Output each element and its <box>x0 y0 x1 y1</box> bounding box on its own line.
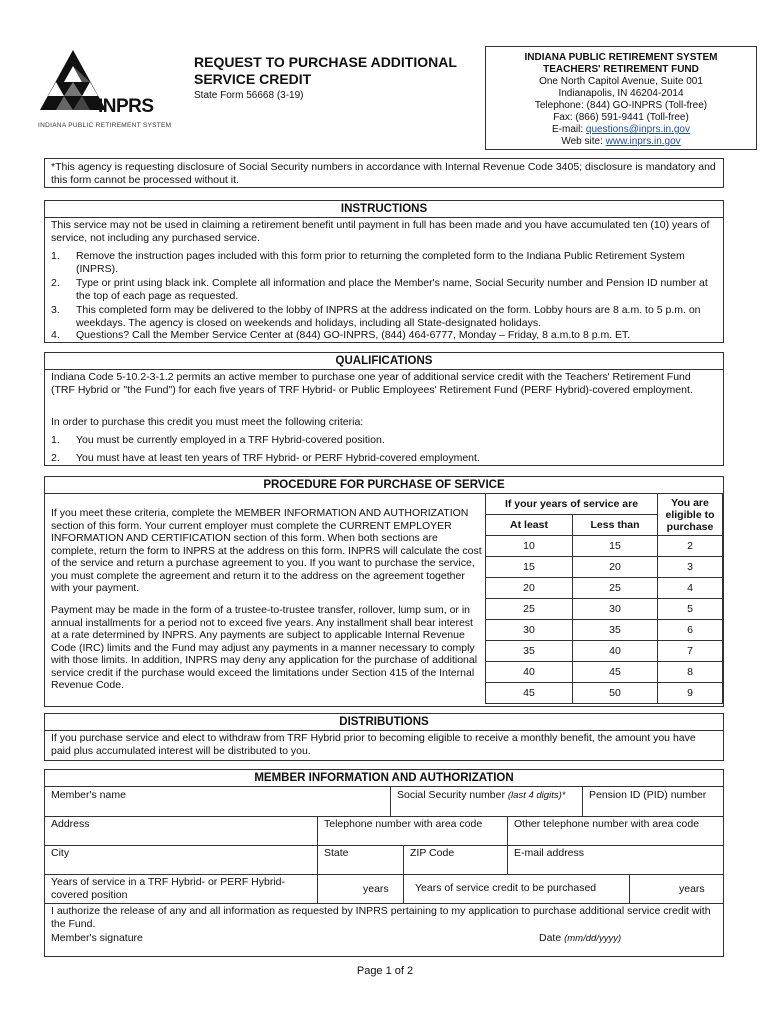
instr-num-3: 3. <box>51 304 60 316</box>
ssn-disclosure: *This agency is requesting disclosure of Social Security numbers in accordance with Internal Revenue Code 3405; disclosure is mandatory and this form cannot be processed without it. <box>44 158 724 188</box>
eligible-years-cell: 7 <box>658 641 723 662</box>
less-than-cell: 50 <box>573 683 658 704</box>
distributions-heading: DISTRIBUTIONS <box>45 714 723 731</box>
service-table-row <box>486 662 723 683</box>
page-number: Page 1 of 2 <box>356 965 414 977</box>
procedure-para1: If you meet these criteria, complete the MEMBER INFORMATION AND AUTHORIZATION section of this form. Your current employer must complete the CURRENT EMPLOYER INFORMATION AND CERTIFICATION section of this form. When both sections are complete, return the form to INPRS at the address on this form. INPRS will calculate the cost of the service and return a purchase agreement to you. If you want to purchase the service, you must complete the agreement and return it to the address on the agreement together with your payment. <box>51 507 482 594</box>
other-telephone-field[interactable]: Other telephone number with area code <box>514 818 700 830</box>
service-purchase-table <box>485 493 723 704</box>
less-than-header: Less than <box>573 515 658 536</box>
member-info-section <box>44 769 724 957</box>
distributions-text: If you purchase service and elect to withdraw from TRF Hybrid prior to becoming eligible to receive a monthly benefit, the amount you have paid plus accumulated interest will be distributed to you. <box>51 732 696 757</box>
telephone-field[interactable]: Telephone number with area code <box>324 818 483 830</box>
qual-item-2: You must have at least ten years of TRF Hybrid- or PERF Hybrid-covered employment. <box>76 452 480 464</box>
member-name-field[interactable]: Member's name <box>51 789 126 801</box>
procedure-section <box>44 476 724 707</box>
qualifications-section <box>44 352 724 466</box>
ssn-field[interactable] <box>397 789 565 803</box>
address-field[interactable]: Address <box>51 818 90 830</box>
service-table-row <box>486 578 723 599</box>
procedure-para2: Payment may be made in the form of a trustee-to-trustee transfer, rollover, lump sum, or in annual installments for a period not to exceed five years. Any installment shall bear interest at a rate determined by INPRS. Any payments are subject to applicable Internal Revenue Code (IRC) limits and the Fund may adjust any payments in a manner necessary to comply with those limits. In addition, INPRS may deny any application for the purchase of additional service credit if the purchase would exceed the limitations under Section 415 of the Internal Revenue Code. <box>51 604 478 691</box>
city-field[interactable]: City <box>51 847 70 859</box>
at-least-cell: 10 <box>486 536 573 557</box>
agency-email-link[interactable]: questions@inprs.in.gov <box>585 124 690 135</box>
eligible-years-cell: 9 <box>658 683 723 704</box>
at-least-cell: 30 <box>486 620 573 641</box>
eligible-years-cell: 5 <box>658 599 723 620</box>
date-label: Date <box>539 932 565 944</box>
form-title-line2: SERVICE CREDIT <box>194 71 312 87</box>
service-table-row <box>486 620 723 641</box>
instr-item-3: This completed form may be delivered to the lobby of INPRS at the address indicated on the form. Lobby hours are 8 a.m. to 5 p.m. on weekdays. The agency is closed on weekends and holidays, including all State-designated holidays. <box>76 304 701 329</box>
member-info-heading: MEMBER INFORMATION AND AUTHORIZATION <box>45 770 723 787</box>
logo-caption: INDIANA PUBLIC RETIREMENT SYSTEM <box>38 122 172 129</box>
procedure-heading: PROCEDURE FOR PURCHASE OF SERVICE <box>45 477 723 494</box>
at-least-header: At least <box>486 515 573 536</box>
criteria-intro: In order to purchase this credit you must meet the following criteria: <box>51 416 364 428</box>
service-table-row <box>486 599 723 620</box>
at-least-cell: 35 <box>486 641 573 662</box>
instr-item-4: Questions? Call the Member Service Center at (844) GO-INPRS, (844) 464-6777, Monday – Friday, 8 a.m.to 8 p.m. ET. <box>76 329 631 341</box>
agency-address1: One North Capitol Avenue, Suite 001 <box>539 76 703 87</box>
years-unit-2: years <box>679 883 705 895</box>
qualifications-heading: QUALIFICATIONS <box>45 353 723 370</box>
qual-item-1: You must be currently employed in a TRF Hybrid-covered position. <box>76 434 385 446</box>
qualifications-intro: Indiana Code 5-10.2-3-1.2 permits an active member to purchase one year of additional service credit with the Teachers' Retirement Fund (TRF Hybrid or "the Fund") for each five years of TRF Hybrid- or Public Employees' Retirement Fund (PERF Hybrid)-covered employment. <box>51 371 693 396</box>
date-format: (mm/dd/yyyy) <box>564 933 622 944</box>
agency-email-line <box>486 124 756 136</box>
years-of-service-header: If your years of service are <box>486 494 658 515</box>
less-than-cell: 40 <box>573 641 658 662</box>
web-label: Web site: <box>561 136 606 147</box>
years-unit-1: years <box>363 883 389 895</box>
instr-num-1: 1. <box>51 250 60 262</box>
state-field[interactable]: State <box>324 847 349 859</box>
agency-name: INDIANA PUBLIC RETIREMENT SYSTEM <box>524 52 718 63</box>
agency-web-line <box>486 136 756 148</box>
at-least-cell: 45 <box>486 683 573 704</box>
date-field[interactable] <box>539 932 621 946</box>
inprs-logo <box>38 48 168 128</box>
less-than-cell: 30 <box>573 599 658 620</box>
years-service-field[interactable]: Years of service in a TRF Hybrid- or PERF Hybrid-covered position <box>51 876 285 901</box>
agency-address2: Indianapolis, IN 46204-2014 <box>558 88 684 99</box>
instructions-heading: INSTRUCTIONS <box>45 201 723 218</box>
signature-field[interactable]: Member's signature <box>51 932 143 944</box>
less-than-cell: 45 <box>573 662 658 683</box>
service-table-row <box>486 641 723 662</box>
qual-num-1: 1. <box>51 434 60 446</box>
form-title-line1: REQUEST TO PURCHASE ADDITIONAL <box>194 54 457 70</box>
agency-contact-box <box>485 46 757 150</box>
qual-num-2: 2. <box>51 452 60 464</box>
form-number: State Form 56668 (3-19) <box>194 90 304 101</box>
instructions-section <box>44 200 724 343</box>
less-than-cell: 35 <box>573 620 658 641</box>
service-table-row <box>486 683 723 704</box>
ssn-note: (last 4 digits)* <box>507 790 566 801</box>
agency-fax: Fax: (866) 591-9441 (Toll-free) <box>553 112 689 123</box>
eligible-years-cell: 4 <box>658 578 723 599</box>
eligible-years-cell: 2 <box>658 536 723 557</box>
form-title <box>194 54 474 88</box>
at-least-cell: 40 <box>486 662 573 683</box>
eligible-header: You are eligible to purchase <box>658 494 723 536</box>
less-than-cell: 15 <box>573 536 658 557</box>
eligible-years-cell: 8 <box>658 662 723 683</box>
agency-fund: TEACHERS' RETIREMENT FUND <box>543 64 699 75</box>
at-least-cell: 20 <box>486 578 573 599</box>
email-label: E-mail: <box>551 124 586 135</box>
less-than-cell: 20 <box>573 557 658 578</box>
email-field[interactable]: E-mail address <box>514 847 585 859</box>
at-least-cell: 15 <box>486 557 573 578</box>
service-table-row <box>486 536 723 557</box>
pid-field[interactable]: Pension ID (PID) number <box>589 789 707 801</box>
ssn-label: Social Security number <box>397 789 508 801</box>
less-than-cell: 25 <box>573 578 658 599</box>
agency-web-link[interactable]: www.inprs.in.gov <box>605 136 681 147</box>
instr-num-4: 4. <box>51 329 60 341</box>
service-table-row <box>486 557 723 578</box>
eligible-years-cell: 6 <box>658 620 723 641</box>
logo-wordmark: INPRS <box>98 96 154 117</box>
instr-item-1: Remove the instruction pages included with this form prior to returning the completed form to the Indiana Public Retirement System (INPRS). <box>76 250 685 275</box>
instructions-intro: This service may not be used in claiming a retirement benefit until payment in full has been made and you have accumulated ten (10) years of service, not including any purchased service. <box>51 219 710 244</box>
eligible-years-cell: 3 <box>658 557 723 578</box>
years-purchase-field[interactable]: Years of service credit to be purchased <box>415 882 597 894</box>
authorization-text: I authorize the release of any and all information as requested by INPRS pertaining to my application to purchase additional service credit with the Fund. <box>51 905 711 930</box>
instr-num-2: 2. <box>51 277 60 289</box>
agency-telephone: Telephone: (844) GO-INPRS (Toll-free) <box>534 100 708 111</box>
at-least-cell: 25 <box>486 599 573 620</box>
distributions-section <box>44 713 724 761</box>
instr-item-2: Type or print using black ink. Complete all information and place the Member's name, Social Security number and Pension ID number at the top of each page as requested. <box>76 277 708 302</box>
zip-field[interactable]: ZIP Code <box>410 847 455 859</box>
